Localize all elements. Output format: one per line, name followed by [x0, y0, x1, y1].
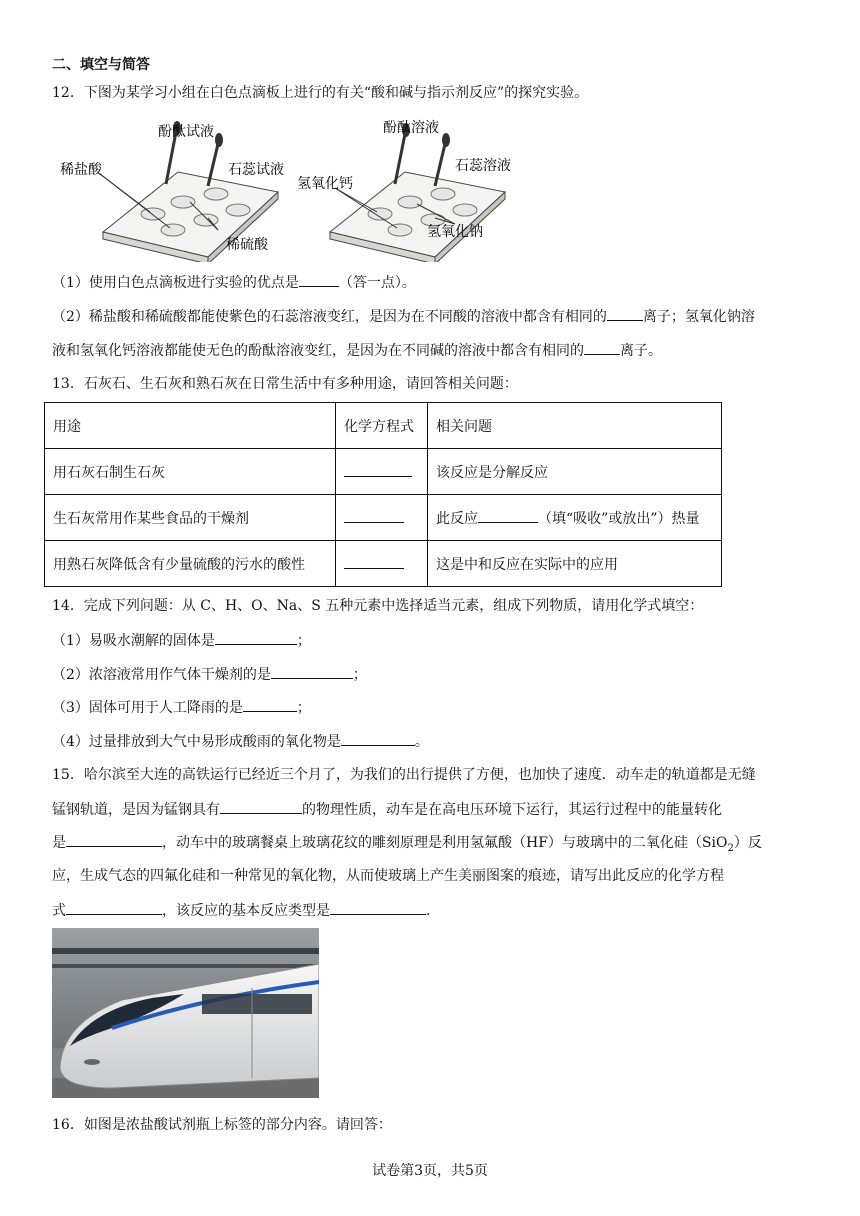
cell-use: 生石灰常用作某些食品的干燥剂 [45, 495, 336, 541]
label-litmus-left: 石蕊试液 [228, 162, 284, 178]
label-dilute-h2so4: 稀硫酸 [226, 237, 268, 253]
q16-stem: 16．如图是浓盐酸试剂瓶上标签的部分内容。请回答： [52, 1117, 392, 1133]
answer-blank[interactable] [66, 832, 162, 847]
cell-equation [336, 449, 428, 495]
cell-issue: 该反应是分解反应 [428, 449, 722, 495]
table-row [45, 495, 722, 541]
cell-equation [336, 541, 428, 587]
answer-blank[interactable] [344, 508, 404, 523]
q12-part2-line2: 液和氢氧化钙溶液都能使无色的酚酞溶液变红，是因为在不同碱的溶液中都含有相同的 离子。 [52, 340, 662, 361]
answer-blank[interactable] [215, 630, 297, 645]
answer-blank[interactable] [243, 697, 297, 712]
answer-blank[interactable] [344, 462, 412, 477]
cell-issue: 这是中和反应在实际中的应用 [428, 541, 722, 587]
header-issue: 相关问题 [428, 403, 722, 449]
high-speed-train-photo [52, 928, 319, 1098]
answer-blank[interactable] [607, 306, 643, 321]
header-equation: 化学方程式 [336, 403, 428, 449]
table-header-row [45, 403, 722, 449]
label-dilute-hcl: 稀盐酸 [60, 162, 102, 178]
section-heading: 二、填空与简答 [52, 57, 150, 73]
q13-table [44, 402, 722, 587]
q15-line3: 是 ，动车中的玻璃餐桌上玻璃花纹的雕刻原理是利用氢氟酸（HF）与玻璃中的二氧化硅（SiO$_2$）反 [52, 832, 762, 859]
q14-part4: （4）过量排放到大气中易形成酸雨的氧化物是 。 [52, 731, 429, 752]
table-row [45, 541, 722, 587]
label-litmus-right: 石蕊溶液 [455, 158, 511, 174]
spot-plate-right [330, 172, 505, 262]
answer-blank[interactable] [271, 664, 353, 679]
q14-part1: （1）易吸水潮解的固体是 ； [52, 630, 311, 651]
answer-blank[interactable] [299, 272, 339, 287]
cell-equation [336, 495, 428, 541]
answer-blank[interactable] [584, 340, 620, 355]
label-sodium-hydroxide: 氢氧化钠 [427, 224, 483, 240]
label-calcium-hydroxide: 氢氧化钙 [297, 176, 353, 192]
spot-plate-acids-figure [58, 112, 303, 262]
q13-stem: 13．石灰石、生石灰和熟石灰在日常生活中有多种用途，请回答相关问题： [52, 376, 518, 392]
answer-blank[interactable] [341, 731, 415, 746]
q12-part2-line1: （2）稀盐酸和稀硫酸都能使紫色的石蕊溶液变红，是因为在不同酸的溶液中都含有相同的 离子；氢氧化钠溶 [52, 306, 755, 327]
spot-plate-bases-figure [295, 112, 530, 262]
cell-use: 用熟石灰降低含有少量硫酸的污水的酸性 [45, 541, 336, 587]
answer-blank[interactable] [66, 900, 162, 915]
answer-blank[interactable] [220, 799, 302, 814]
page-footer: 试卷第3页，共5页 [372, 1163, 488, 1179]
q14-part2: （2）浓溶液常用作气体干燥剂的是 ； [52, 664, 367, 685]
q15-line2: 锰钢轨道，是因为锰钢具有 的物理性质，动车是在高电压环境下运行，其运行过程中的能量转化 [52, 799, 722, 820]
dropper-left-2 [208, 133, 223, 186]
answer-blank[interactable] [478, 508, 538, 523]
label-phenolphthalein-right: 酚酞溶液 [383, 120, 439, 136]
q15-line5: 式 ，该反应的基本反应类型是 . [52, 900, 430, 921]
q12-stem: 12．下图为某学习小组在白色点滴板上进行的有关“酸和碱与指示剂反应”的探究实验。 [52, 85, 589, 101]
header-use: 用途 [45, 403, 336, 449]
answer-blank[interactable] [330, 900, 426, 915]
q15-line4: 应，生成气态的四氟化硅和一种常见的氧化物，从而使玻璃上产生美丽图案的痕迹，请写出此反应的化学方程 [52, 868, 724, 884]
cell-issue: 此反应 （填“吸收”或放出”）热量 [428, 495, 722, 541]
dropper-right-2 [435, 133, 450, 186]
q12-part1: （1）使用白色点滴板进行实验的优点是 （答一点）。 [52, 272, 416, 293]
label-phenolphthalein-left: 酚酞试液 [158, 124, 214, 140]
cell-use: 用石灰石制生石灰 [45, 449, 336, 495]
q14-part3: （3）固体可用于人工降雨的是 ； [52, 697, 311, 718]
table-row [45, 449, 722, 495]
q14-stem: 14．完成下列问题：从 C、H、O、Na、S 五种元素中选择适当元素，组成下列物质，请用化学式填空： [52, 598, 704, 614]
answer-blank[interactable] [344, 554, 404, 569]
q15-line1: 15．哈尔滨至大连的高铁运行已经近三个月了，为我们的出行提供了方便，也加快了速度．动车走的轨道都是无缝 [52, 767, 756, 783]
